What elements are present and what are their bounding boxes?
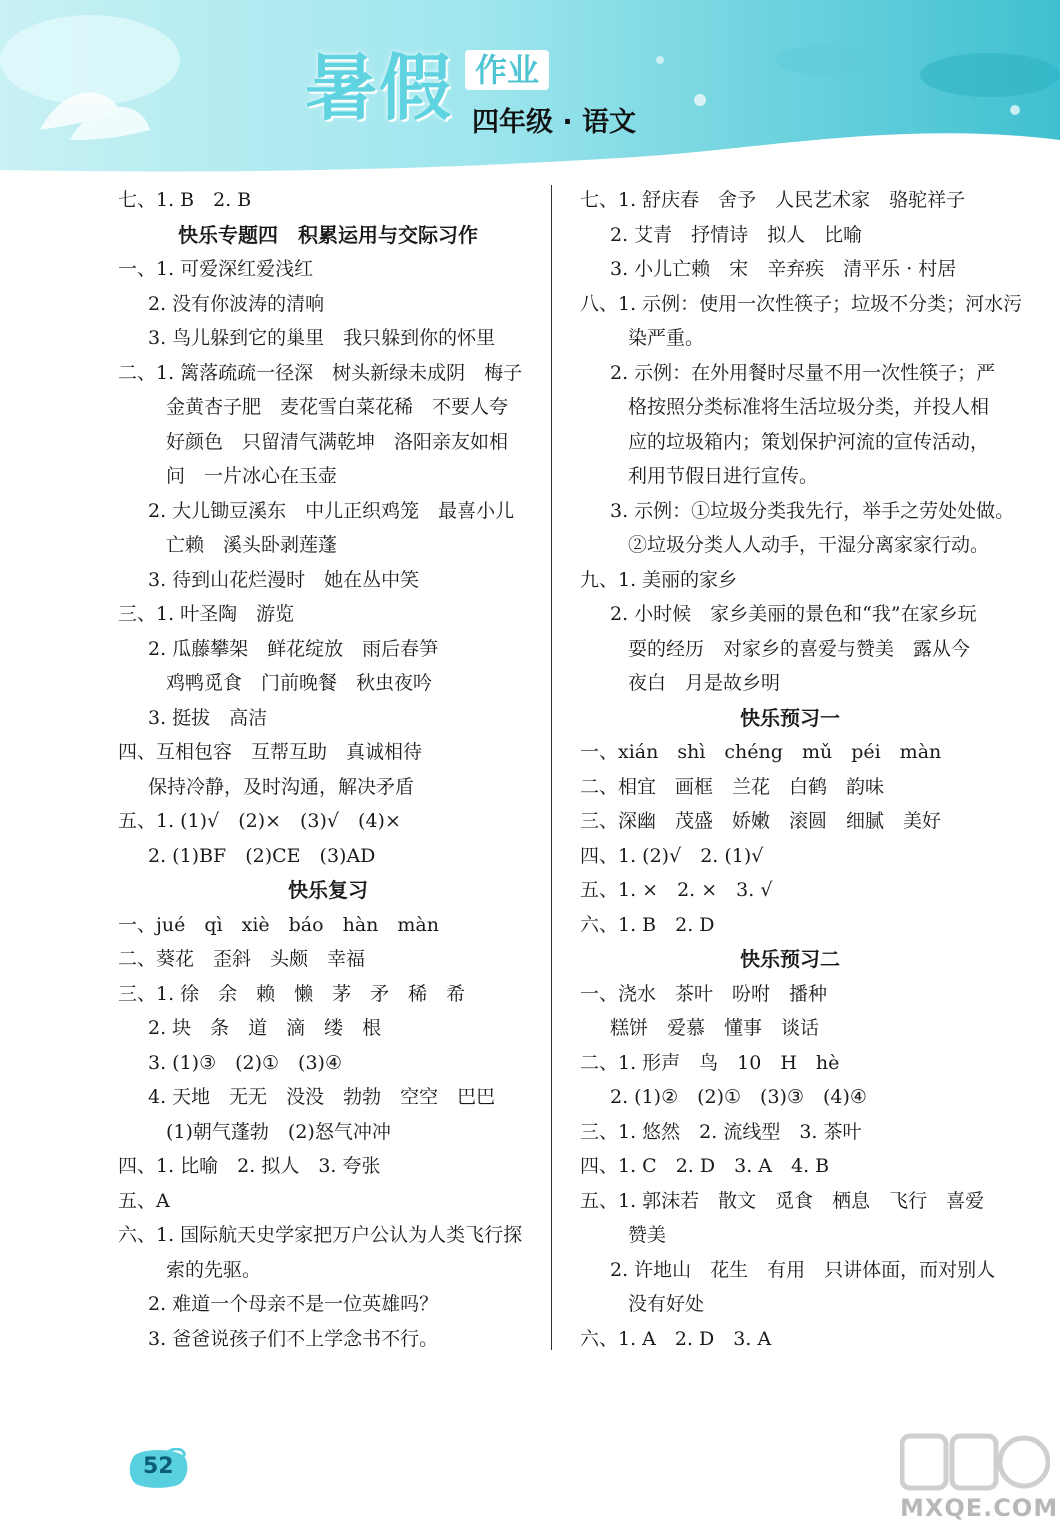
section-heading: 快乐专题四 积累运用与交际习作: [178, 222, 478, 247]
answer-line: 五、A: [118, 1189, 170, 1212]
section-heading: 快乐预习二: [740, 947, 840, 971]
answer-line: 4. 天地 无无 没没 勃勃 空空 巴巴: [148, 1086, 496, 1108]
answer-line: 利用节假日进行宣传。: [628, 465, 819, 487]
answer-line: 三、1. 徐 余 赖 懒 茅 矛 稀 希: [118, 982, 466, 1005]
answer-line: 一、浇水 茶叶 吩咐 播种: [580, 982, 828, 1005]
answer-line: 五、1. × 2. × 3. √: [580, 879, 773, 901]
grade-subject: 四年级 · 语文: [472, 107, 637, 138]
answer-line: 好颜色 只留清气满乾坤 洛阳亲友如相: [166, 430, 509, 453]
answer-line: 2. 没有你波涛的清响: [148, 292, 325, 315]
answer-line: ②垃圾分类人人动手，干湿分离家家行动。: [628, 534, 990, 556]
answer-line: 应的垃圾箱内；策划保护河流的宣传活动，: [628, 430, 990, 453]
answer-line: 没有好处: [628, 1293, 705, 1315]
answer-line: 2. 难道一个母亲不是一位英雄吗？: [148, 1293, 439, 1315]
answer-line: 3. 示例：①垃圾分类我先行，举手之劳处处做。: [610, 499, 1015, 522]
answer-line: 2. 瓜藤攀架 鲜花绽放 雨后春笋: [148, 637, 439, 660]
answer-line: 八、1. 示例：使用一次性筷子；垃圾不分类；河水污: [580, 292, 1023, 315]
answer-line: 2. 示例：在外用餐时尽量不用一次性筷子；严: [610, 361, 996, 384]
watermark-url: MXQE.COM: [900, 1494, 1059, 1522]
answer-line: 2. (1)BF (2)CE (3)AD: [148, 844, 376, 867]
answer-line: 金黄杏子肥 麦花雪白菜花稀 不要人夸: [166, 396, 509, 418]
answer-line: 四、1. 比喻 2. 拟人 3. 夸张: [118, 1155, 381, 1177]
answer-line: 六、1. B 2. D: [580, 913, 715, 936]
answer-line: 二、1. 篱落疏疏一径深 树头新绿未成阴 梅子: [118, 361, 523, 384]
answer-line: 五、1. 郭沫若 散文 觅食 栖息 飞行 喜爱: [580, 1189, 985, 1212]
column-divider: [551, 185, 552, 1350]
answer-line: 糕饼 爱慕 懂事 谈话: [610, 1017, 820, 1039]
answer-line: 四、1. C 2. D 3. A 4. B: [580, 1155, 830, 1177]
answer-line: 四、互相包容 互帮互助 真诚相待: [118, 741, 423, 763]
answer-line: 亡赖 溪头卧剥莲蓬: [166, 534, 338, 556]
answer-line: 2. 块 条 道 滴 缕 根: [148, 1017, 382, 1039]
answer-line: 耍的经历 对家乡的喜爱与赞美 露从今: [628, 637, 971, 660]
left-answer-column: [118, 183, 538, 1356]
book-title: 暑假: [305, 46, 454, 130]
answer-line: 3. 挺拔 高洁: [148, 706, 268, 729]
answer-line: 二、1. 形声 鸟 10 H hè: [580, 1051, 840, 1074]
answer-line: 七、1. B 2. B: [118, 189, 252, 211]
header-banner: [0, 0, 1060, 185]
section-heading: 快乐复习: [288, 878, 368, 902]
answer-line: 三、1. 叶圣陶 游览: [118, 603, 295, 625]
answer-line: 一、xián shì chéng mǔ péi màn: [580, 741, 942, 763]
answer-line: 2. (1)② (2)① (3)③ (4)④: [610, 1086, 867, 1108]
answer-line: 三、深幽 茂盛 娇嫩 滚圆 细腻 美好: [580, 810, 942, 832]
answer-line: 保持冷静，及时沟通，解决矛盾: [148, 775, 415, 798]
answer-line: 2. 小时候 家乡美丽的景色和“我”在家乡玩: [610, 603, 977, 625]
answer-line: 2. 大儿锄豆溪东 中儿正织鸡笼 最喜小儿: [148, 499, 515, 522]
right-answer-column: [580, 183, 1023, 1356]
page-number: 52: [143, 1454, 174, 1479]
lotus-background-art: [0, 0, 1060, 185]
answer-line: 九、1. 美丽的家乡: [580, 568, 738, 591]
answer-line: 索的先驱。: [166, 1258, 262, 1281]
answer-line: 格按照分类标准将生活垃圾分类，并投人相: [628, 396, 990, 418]
answer-line: 3. 待到山花烂漫时 她在丛中笑: [148, 568, 420, 591]
answer-line: 二、葵花 歪斜 头颇 幸福: [118, 948, 366, 970]
answer-line: 鸡鸭觅食 门前晚餐 秋虫夜吟: [166, 672, 433, 694]
answer-line: 3. 小儿亡赖 宋 辛弃疾 清平乐 · 村居: [610, 258, 957, 280]
answer-line: 四、1. (2)√ 2. (1)√: [580, 844, 764, 867]
answer-line: 染严重。: [628, 327, 705, 349]
answer-line: 3. 爸爸说孩子们不上学念书不行。: [148, 1327, 439, 1350]
answer-line: 夜白 月是故乡明: [628, 672, 781, 694]
book-title-suffix: 作业: [465, 50, 549, 90]
answer-line: 赞美: [628, 1224, 667, 1246]
answer-line: 问 一片冰心在玉壶: [166, 465, 338, 487]
answer-line: 七、1. 舒庆春 舍予 人民艺术家 骆驼祥子: [580, 189, 966, 211]
answer-line: 一、1. 可爱深红爱浅红: [118, 258, 314, 280]
answer-line: 五、1. (1)√ (2)× (3)√ (4)×: [118, 810, 401, 832]
answer-line: 3. 鸟儿躲到它的巢里 我只躲到你的怀里: [148, 327, 496, 349]
answer-line: 六、1. A 2. D 3. A: [580, 1327, 772, 1350]
answer-line: 三、1. 悠然 2. 流线型 3. 茶叶: [580, 1120, 862, 1143]
section-heading: 快乐预习一: [740, 705, 840, 730]
answer-line: 3. (1)③ (2)① (3)④: [148, 1051, 343, 1074]
answer-line: 六、1. 国际航天史学家把万户公认为人类飞行探: [118, 1224, 523, 1246]
answer-line: 2. 艾青 抒情诗 拟人 比喻: [610, 223, 863, 246]
answer-line: 一、jué qì xiè báo hàn màn: [118, 913, 439, 936]
answer-line: 2. 许地山 花生 有用 只讲体面，而对别人: [610, 1258, 996, 1281]
answer-line: 二、相宜 画框 兰花 白鹤 韵味: [580, 775, 885, 798]
answer-line: (1)朝气蓬勃 (2)怒气冲冲: [166, 1120, 391, 1143]
